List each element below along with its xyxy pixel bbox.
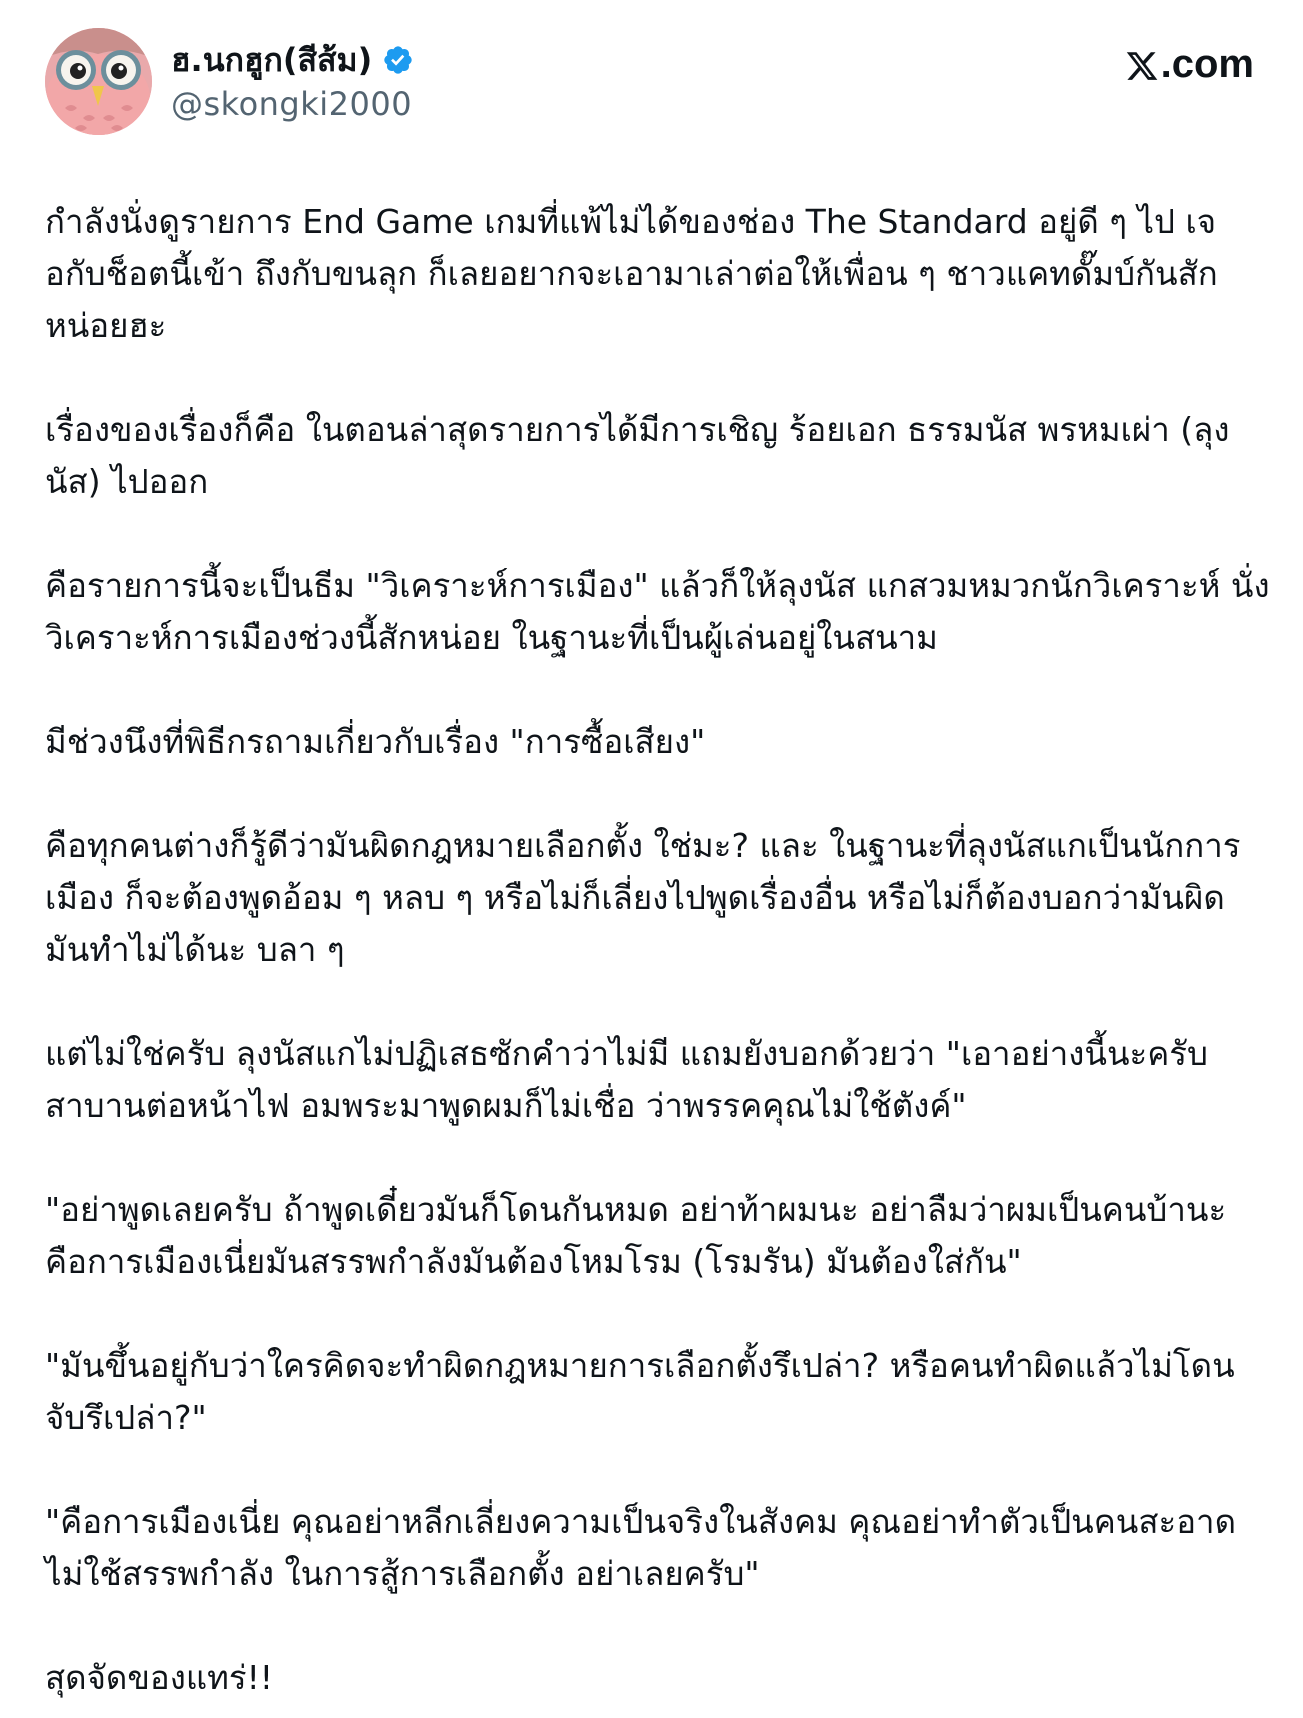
tweet-paragraph: คือรายการนี้จะเป็นธีม "วิเคราะห์การเมือง" แล้วก็ให้ลุงนัส แกสวมหมวกนักวิเคราะห์ นั่งวิเคราะห์การเมืองช่วงนี้สักหน่อย ในฐานะที่เป็นผู้เล่นอยู่ในสนาม xyxy=(45,566,1270,657)
x-logo-icon xyxy=(1125,48,1159,82)
tweet-paragraph: "อย่าพูดเลยครับ ถ้าพูดเดี๋ยวมันก็โดนกันหมด อย่าท้าผมนะ อย่าลืมว่าผมเป็นคนบ้านะ คือการเมืองเนี่ยมันสรรพกำลังมันต้องโหมโรม (โรมรัน) มันต้องใส่กัน" xyxy=(45,1190,1227,1281)
tweet-paragraph: "มันขึ้นอยู่กับว่าใครคิดจะทำผิดกฎหมายการเลือกตั้งรึเปล่า? หรือคนทำผิดแล้วไม่โดนจับรึเปล่า?" xyxy=(45,1346,1235,1437)
tweet-paragraph: แต่ไม่ใช่ครับ ลุงนัสแกไม่ปฏิเสธซักคำว่าไม่มี แถมยังบอกด้วยว่า "เอาอย่างนี้นะครับ สาบานต่อหน้าไฟ อมพระมาพูดผมก็ไม่เชื่อ ว่าพรรคคุณไม่ใช้ตังค์" xyxy=(45,1034,1208,1125)
author-handle[interactable]: @skongki2000 xyxy=(171,85,413,123)
owl-avatar-icon[interactable] xyxy=(45,28,152,135)
tweet-paragraph: มีช่วงนึงที่พิธีกรถามเกี่ยวกับเรื่อง "การซื้อเสียง" xyxy=(45,722,706,761)
display-name-row xyxy=(171,38,414,82)
verified-badge-icon xyxy=(382,44,414,76)
x-brand[interactable] xyxy=(1125,42,1254,87)
tweet-paragraph: คือทุกคนต่างก็รู้ดีว่ามันผิดกฎหมายเลือกตั้ง ใช่มะ? และ ในฐานะที่ลุงนัสแกเป็นนักการเมือง ก็จะต้องพูดอ้อม ๆ หลบ ๆ หรือไม่ก็เลี่ยงไปพูดเรื่องอื่น หรือไม่ก็ต้องบอกว่ามันผิด มันทำไม่ได้นะ บลา ๆ xyxy=(45,826,1241,969)
tweet-paragraph: "คือการเมืองเนี่ย คุณอย่าหลีกเลี่ยงความเป็นจริงในสังคม คุณอย่าทำตัวเป็นคนสะอาดไม่ใช้สรรพกำลัง ในการสู้การเลือกตั้ง อย่าเลยครับ" xyxy=(45,1502,1236,1593)
tweet-paragraph: เรื่องของเรื่องก็คือ ในตอนล่าสุดรายการได้มีการเชิญ ร้อยเอก ธรรมนัส พรหมเผ่า (ลุงนัส) ไปออก xyxy=(45,410,1230,501)
tweet-header xyxy=(45,28,1258,140)
tweet-text xyxy=(45,196,1270,1704)
brand-domain: .com xyxy=(1160,42,1254,86)
tweet-paragraph: สุดจัดของแทร่!! xyxy=(45,1658,274,1697)
author-names xyxy=(171,38,414,126)
tweet-paragraph: กำลังนั่งดูรายการ End Game เกมที่แพ้ไม่ได้ของช่อง The Standard อยู่ดี ๆ ไป เจอกับช็อตนี้เข้า ถึงกับขนลุก ก็เลยอยากจะเอามาเล่าต่อให้เพื่อน ๆ ชาวแคทดั๊มบ์กันสักหน่อยฮะ xyxy=(45,202,1218,345)
display-name[interactable]: ฮ.นกฮูก(สีส้ม) xyxy=(171,41,373,79)
